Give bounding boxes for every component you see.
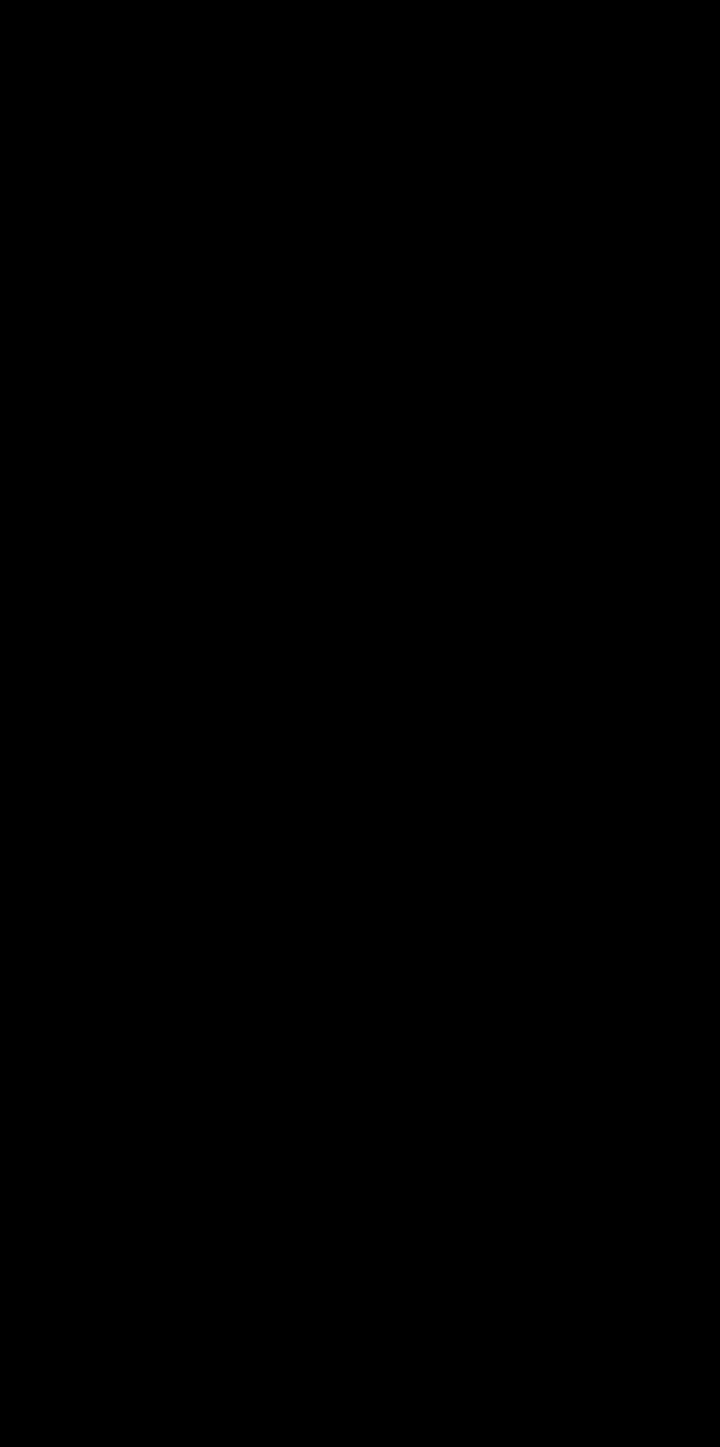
spastic-logo	[0, 0, 720, 290]
signature	[296, 1403, 315, 1446]
